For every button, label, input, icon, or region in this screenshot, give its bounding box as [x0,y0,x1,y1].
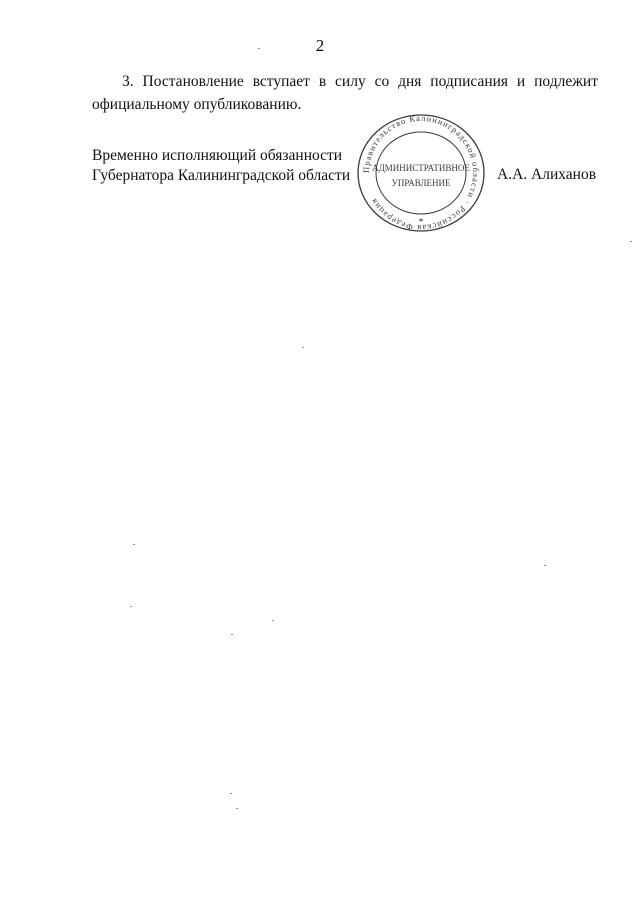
body-paragraph: 3. Постановление вступает в силу со дня подписания и подлежит официальному опубликованию. [92,73,598,113]
scan-speck [130,606,132,607]
scan-speck [302,347,304,348]
official-seal [354,112,488,234]
scan-speck [544,565,546,566]
scan-speck [630,241,632,242]
page-number: 2 [315,36,325,55]
scan-speck [272,620,274,621]
seal-center-line-1: АДМИНИСТРАТИВНОЕ [372,163,470,173]
scan-speck [230,793,232,794]
seal-ring-text: Правительство Калининградской области · Российская Федерация [360,112,482,234]
signatory-position-line-2: Губернатора Калининградской области [92,167,351,184]
scan-speck [231,634,233,635]
scan-speck [258,48,260,49]
signatory-position-line-1: Временно исполняющий обязанности [92,147,343,164]
signer-name: А.А. Алиханов [497,166,597,183]
signatory-block [92,146,362,186]
seal-star: * [418,217,424,228]
scan-speck [236,808,238,809]
scan-speck [133,544,135,545]
seal-center-line-2: УПРАВЛЕНИЕ [391,178,451,188]
seal-inner-ring [376,132,466,214]
